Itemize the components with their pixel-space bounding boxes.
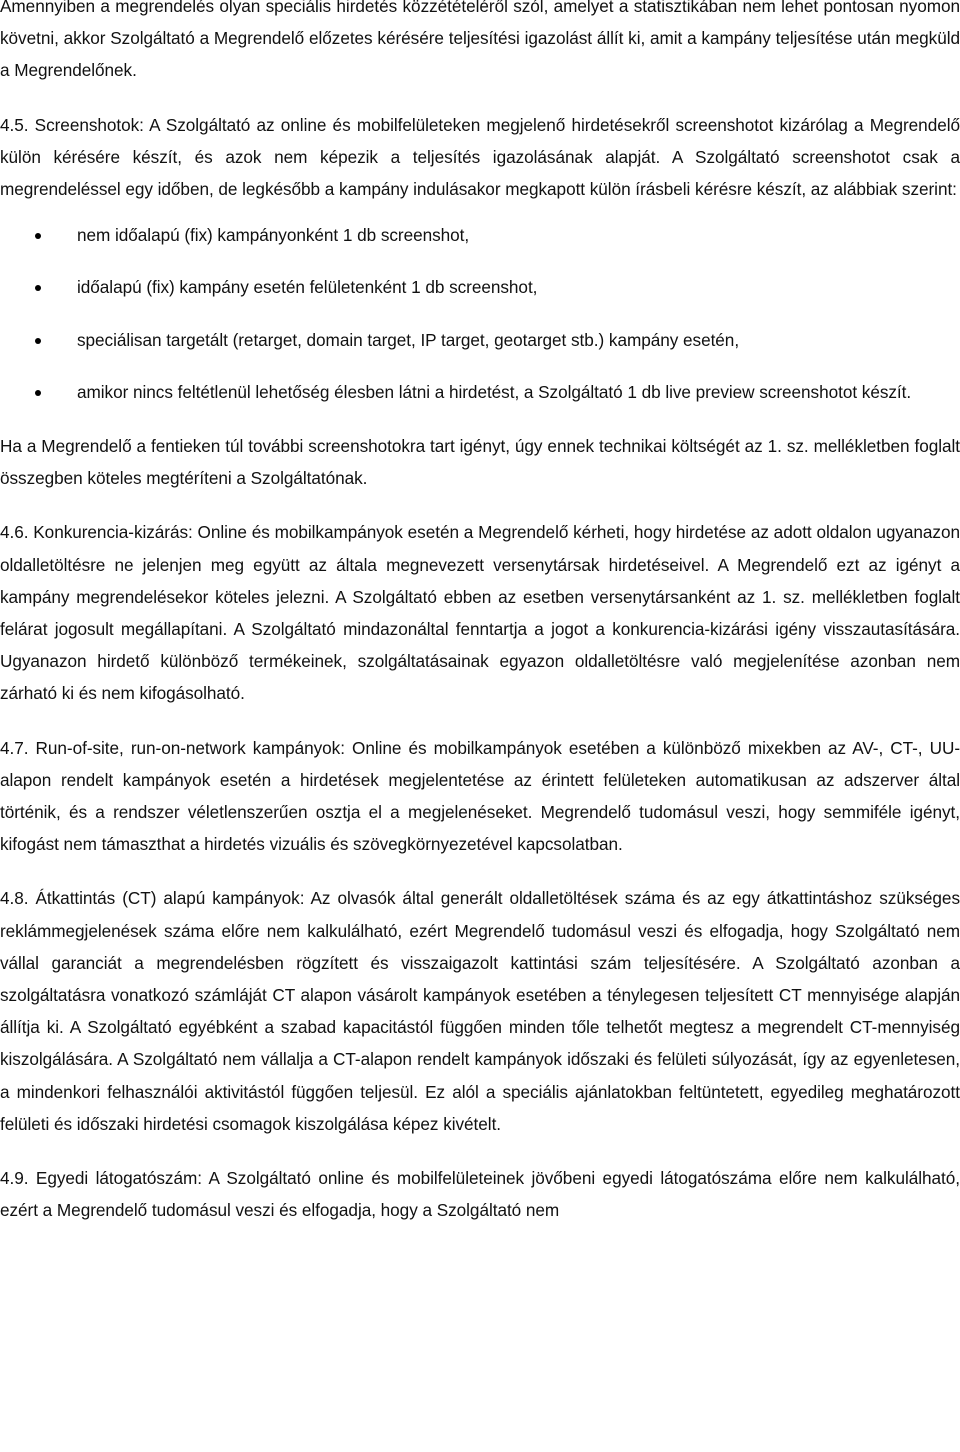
paragraph-4-5-screenshots: 4.5. Screenshotok: A Szolgáltató az online és mobilfelületeken megjelenő hirdetésekről screenshotot kizárólag a Megrendelő külön kérésére készít, és azok nem képezik a teljesítés igazolásának alapját. A Szolgáltató screenshotot csak a megrendeléssel egy időben, de legkésőbb a kampány indulásakor megkapott külön írásbeli kérésre készít, az alábbiak szerint: [0, 114, 960, 200]
list-item-text: nem időalapú (fix) kampányonként 1 db screenshot, [77, 225, 470, 246]
paragraph-4-6-competitor-exclusion: 4.6. Konkurencia-kizárás: Online és mobilkampányok esetén a Megrendelő kérheti, hogy hirdetése az adott oldalon ugyanazon oldalletöltésre ne jelenjen meg együtt az általa megnevezett versenytársak hirdetéseivel. A Megrendelő ezt az igényt a kampány megrendelésekor köteles jelezni. A Szolgáltató ebben az esetben versenytársanként az 1. sz. mellékletben foglalt felárat jogosult megállapítani. A Szolgáltató mindazonáltal fenntartja a jogot a konkurencia-kizárási igény visszautasítására. Ugyanazon hirdető különböző termékeinek, szolgáltatásainak egyazon oldalletöltésre való megjelenítése azonban nem zárható ki és nem kifogásolható. [0, 522, 960, 704]
list-item [0, 376, 960, 408]
bullet-icon [35, 390, 41, 396]
list-item [0, 271, 960, 303]
screenshot-conditions-list [0, 219, 960, 408]
bullet-icon [35, 285, 41, 291]
paragraph-extra-screenshots: Ha a Megrendelő a fentieken túl további screenshotokra tart igényt, úgy ennek technikai költségét az 1. sz. mellékletben foglalt összegben köteles megtéríteni a Szolgáltatónak. [0, 436, 960, 489]
paragraph-4-8-click-through: 4.8. Átkattintás (CT) alapú kampányok: Az olvasók által generált oldalletöltések száma és az egy átkattintáshoz szükséges reklámmegjelenések száma előre nem kalkulálható, ezért Megrendelő tudomásul veszi és elfogadja, hogy Szolgáltató nem vállal garanciát a megrendelésben rögzített és visszaigazolt kattintási szám teljesítésére. A Szolgáltató azonban a szolgáltatásra vonatkozó számláját CT alapon vásárolt kampányok esetében a ténylegesen teljesített CT mennyisége alapján állítja ki. A Szolgáltató egyébként a szabad kapacitástól függően minden tőle telhetőt megtesz a megrendelt CT-mennyiség kiszolgálására. A Szolgáltató nem vállalja a CT-alapon rendelt kampányok időszaki és felületi súlyozását, így az egyenletesen, a mindenkori felhasználói aktivitástól függően teljesül. Ez alól a speciális ajánlatokban feltüntetett, egyedileg meghatározott felületi és időszaki hirdetési csomagok kiszolgálása képez kivételt. [0, 888, 960, 1134]
list-item [0, 219, 960, 251]
list-item-text: időalapú (fix) kampány esetén felületenként 1 db screenshot, [77, 277, 538, 298]
bullet-icon [35, 233, 41, 239]
list-item-text: amikor nincs feltétlenül lehetőség élesben látni a hirdetést, a Szolgáltató 1 db live preview screenshotot készít. [77, 381, 912, 402]
list-item-text: speciálisan targetált (retarget, domain target, IP target, geotarget stb.) kampány esetén, [77, 329, 740, 350]
bullet-icon [35, 338, 41, 344]
paragraph-intro: Amennyiben a megrendelés olyan speciális hirdetés közzétételéről szól, amelyet a statisztikában nem lehet pontosan nyomon követni, akkor Szolgáltató a Megrendelő előzetes kérésére teljesítési igazolást állít ki, amit a kampány teljesítése után megküld a Megrendelőnek. [0, 0, 960, 81]
list-item [0, 324, 960, 356]
paragraph-4-9-unique-visitors: 4.9. Egyedi látogatószám: A Szolgáltató online és mobilfelületeinek jövőbeni egyedi látogatószáma előre nem kalkulálható, ezért a Megrendelő tudomásul veszi és elfogadja, hogy a Szolgáltató nem [0, 1168, 960, 1221]
paragraph-4-7-run-of-site: 4.7. Run-of-site, run-on-network kampányok: Online és mobilkampányok esetében a különböző mixekben az AV-, CT-, UU-alapon rendelt kampányok esetén a hirdetések megjelentetése az érintett felületeken automatikusan az adszerver által történik, és a rendszer véletlenszerűen osztja el a megjelenéseket. Megrendelő tudomásul veszi, hogy semmiféle igényt, kifogást nem támaszthat a hirdetés vizuális és szövegkörnyezetével kapcsolatban. [0, 737, 960, 855]
